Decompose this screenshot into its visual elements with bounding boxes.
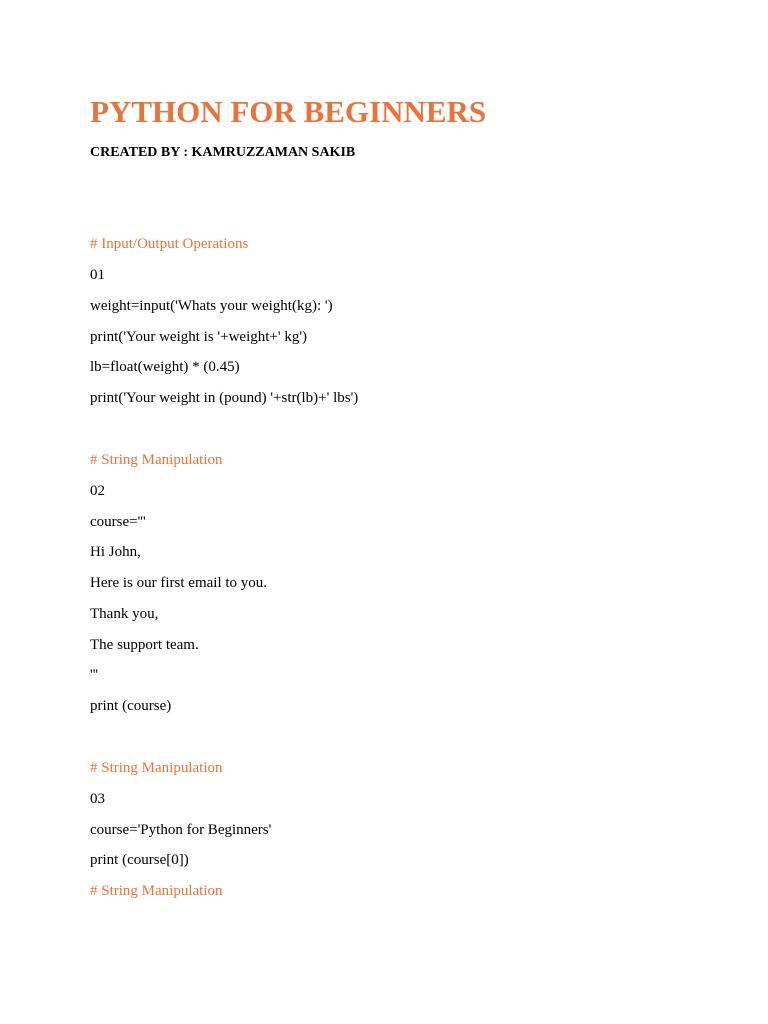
code-line: weight=input('Whats your weight(kg): ') — [90, 298, 333, 314]
document-title: PYTHON FOR BEGINNERS — [90, 94, 487, 129]
code-line: print('Your weight is '+weight+' kg') — [90, 329, 308, 345]
section-heading: # String Manipulation — [90, 883, 223, 899]
section-number: 01 — [90, 267, 105, 283]
code-line: course=''' — [90, 514, 146, 530]
code-line: The support team. — [90, 637, 199, 653]
code-line: Hi John, — [90, 544, 141, 560]
code-line: lb=float(weight) * (0.45) — [90, 359, 240, 375]
code-line: Here is our first email to you. — [90, 575, 268, 591]
code-line: print('Your weight in (pound) '+str(lb)+' lbs') — [90, 390, 359, 406]
code-line: Thank you, — [90, 606, 159, 622]
section-heading: # String Manipulation — [90, 760, 223, 776]
section-number: 03 — [90, 791, 105, 807]
section-number: 02 — [90, 483, 105, 499]
author-line: CREATED BY : KAMRUZZAMAN SAKIB — [90, 145, 356, 160]
document-page — [90, 0, 730, 1024]
section-heading: # String Manipulation — [90, 452, 223, 468]
section-heading: # Input/Output Operations — [90, 236, 249, 252]
code-line: ''' — [90, 667, 99, 683]
code-line: print (course) — [90, 698, 172, 714]
code-line: course='Python for Beginners' — [90, 822, 272, 838]
code-line: print (course[0]) — [90, 852, 189, 868]
